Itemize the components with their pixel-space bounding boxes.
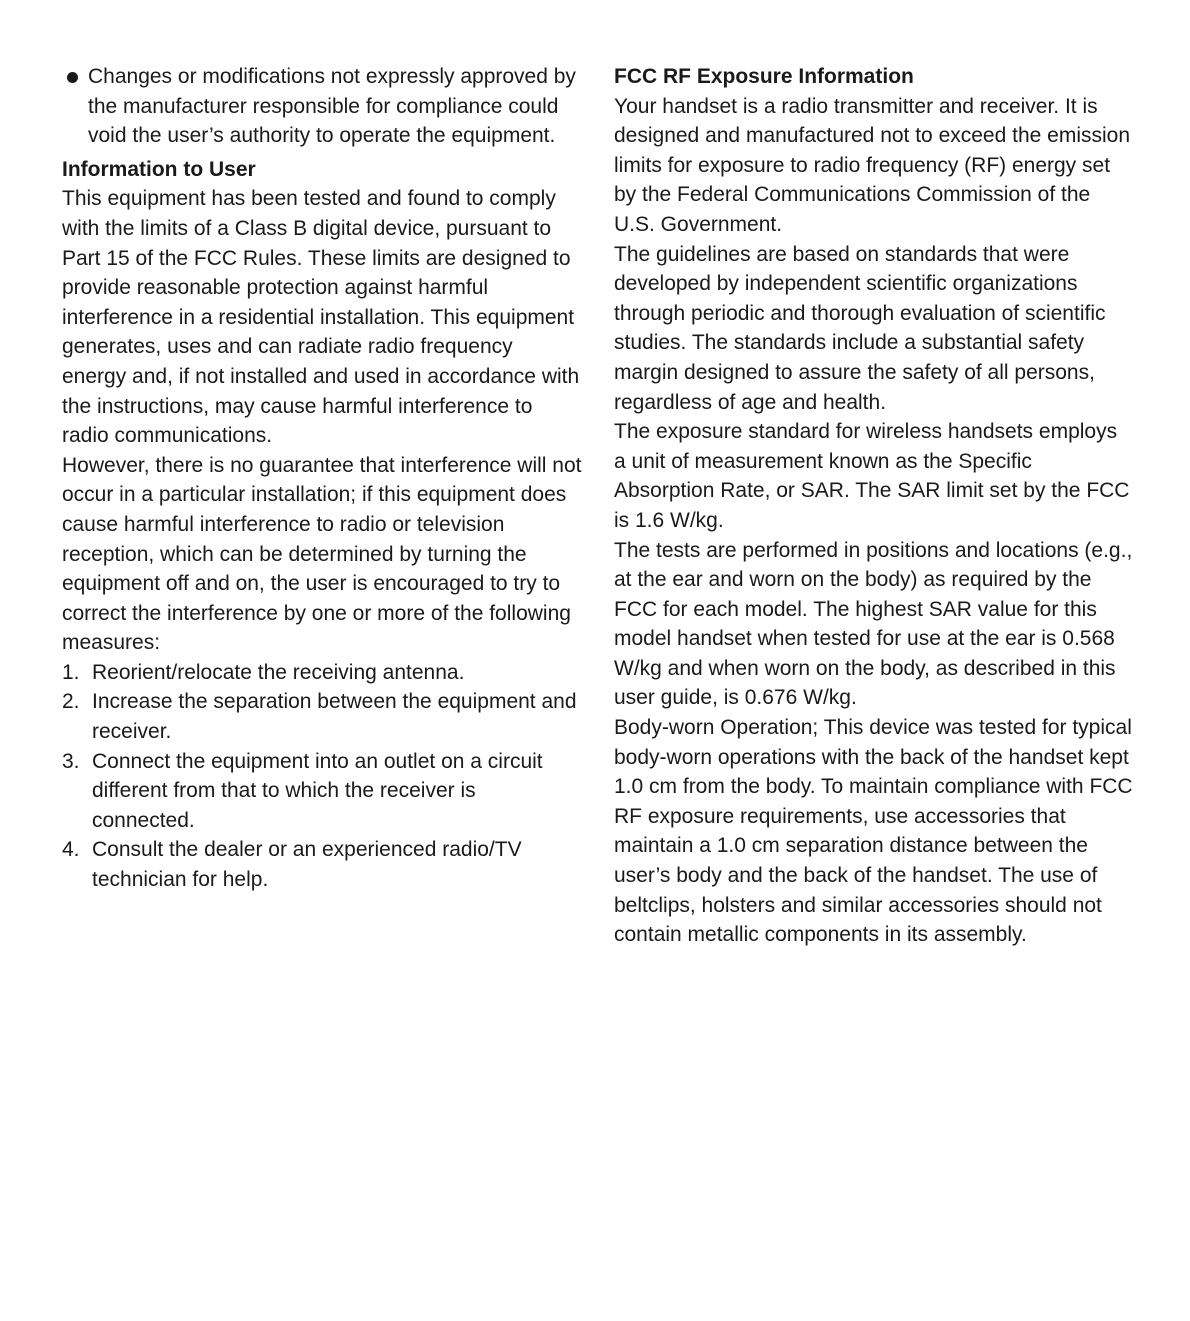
list-item-text: Increase the separation between the equipment and receiver. [92, 690, 577, 744]
list-item-text: Connect the equipment into an outlet on a circuit different from that to which the receiver is connected. [92, 749, 543, 832]
rf-paragraph-4: The tests are performed in positions and locations (e.g., at the ear and worn on the body) as required by the FCC for each model. The highest SAR value for this model handset when tested for use at the ear is 0.568 W/kg and when worn on the body, as described in this user guide, is 0.676 W/kg. [614, 538, 1133, 710]
right-column [614, 62, 1134, 950]
rf-paragraph-2: The guidelines are based on standards that were developed by independent scientific organizations through periodic and thorough evaluation of scientific studies. The standards include a substantial safety margin designed to assure the safety of all persons, regardless of age and health. [614, 242, 1106, 414]
list-item [62, 835, 582, 894]
list-item-number: 1. [62, 660, 80, 684]
list-item [62, 687, 582, 746]
list-item [62, 747, 582, 836]
rf-paragraph-5: Body-worn Operation; This device was tested for typical body-worn operations with the back of the handset kept 1.0 cm from the body. To maintain compliance with FCC RF exposure requirements, use accessories that maintain a 1.0 cm separation distance between the user’s body and the back of the handset. The use of beltclips, holsters and similar accessories should not contain metallic components in its assembly. [614, 716, 1133, 947]
rf-paragraph-1: Your handset is a radio transmitter and receiver. It is designed and manufactured not to exceed the emission limits for exposure to radio frequency (RF) energy set by the Federal Communications Commission of the U.S. Government. [614, 94, 1131, 236]
info-to-user-heading: Information to User [62, 157, 256, 181]
list-item-number: 2. [62, 690, 80, 714]
list-item-number: 4. [62, 838, 80, 862]
left-column [62, 62, 582, 895]
modifications-notice [62, 62, 582, 151]
modifications-notice-text: Changes or modifications not expressly approved by the manufacturer responsible for compliance could void the user’s authority to operate the equipment. [88, 65, 576, 148]
list-item-number: 3. [62, 749, 80, 773]
rf-paragraph-3: The exposure standard for wireless handsets employs a unit of measurement known as the Specific Absorption Rate, or SAR. The SAR limit set by the FCC is 1.6 W/kg. [614, 420, 1130, 532]
info-to-user-paragraph-2: However, there is no guarantee that interference will not occur in a particular installation; if this equipment does cause harmful interference to radio or television reception, which can be determined by turning the equipment off and on, the user is encouraged to try to correct the interference by one or more of the following measures: [62, 453, 582, 655]
list-item [62, 658, 582, 688]
list-item-text: Consult the dealer or an experienced radio/TV technician for help. [92, 838, 522, 892]
info-to-user-paragraph-1: This equipment has been tested and found to comply with the limits of a Class B digital device, pursuant to Part 15 of the FCC Rules. These limits are designed to provide reasonable protection against harmful interference in a residential installation. This equipment generates, uses and can radiate radio frequency energy and, if not installed and used in accordance with the instructions, may cause harmful interference to radio communications. [62, 187, 580, 448]
measures-list [62, 658, 582, 895]
list-item-text: Reorient/relocate the receiving antenna. [92, 660, 465, 684]
rf-exposure-heading: FCC RF Exposure Information [614, 65, 914, 88]
bullet-icon [67, 72, 78, 83]
